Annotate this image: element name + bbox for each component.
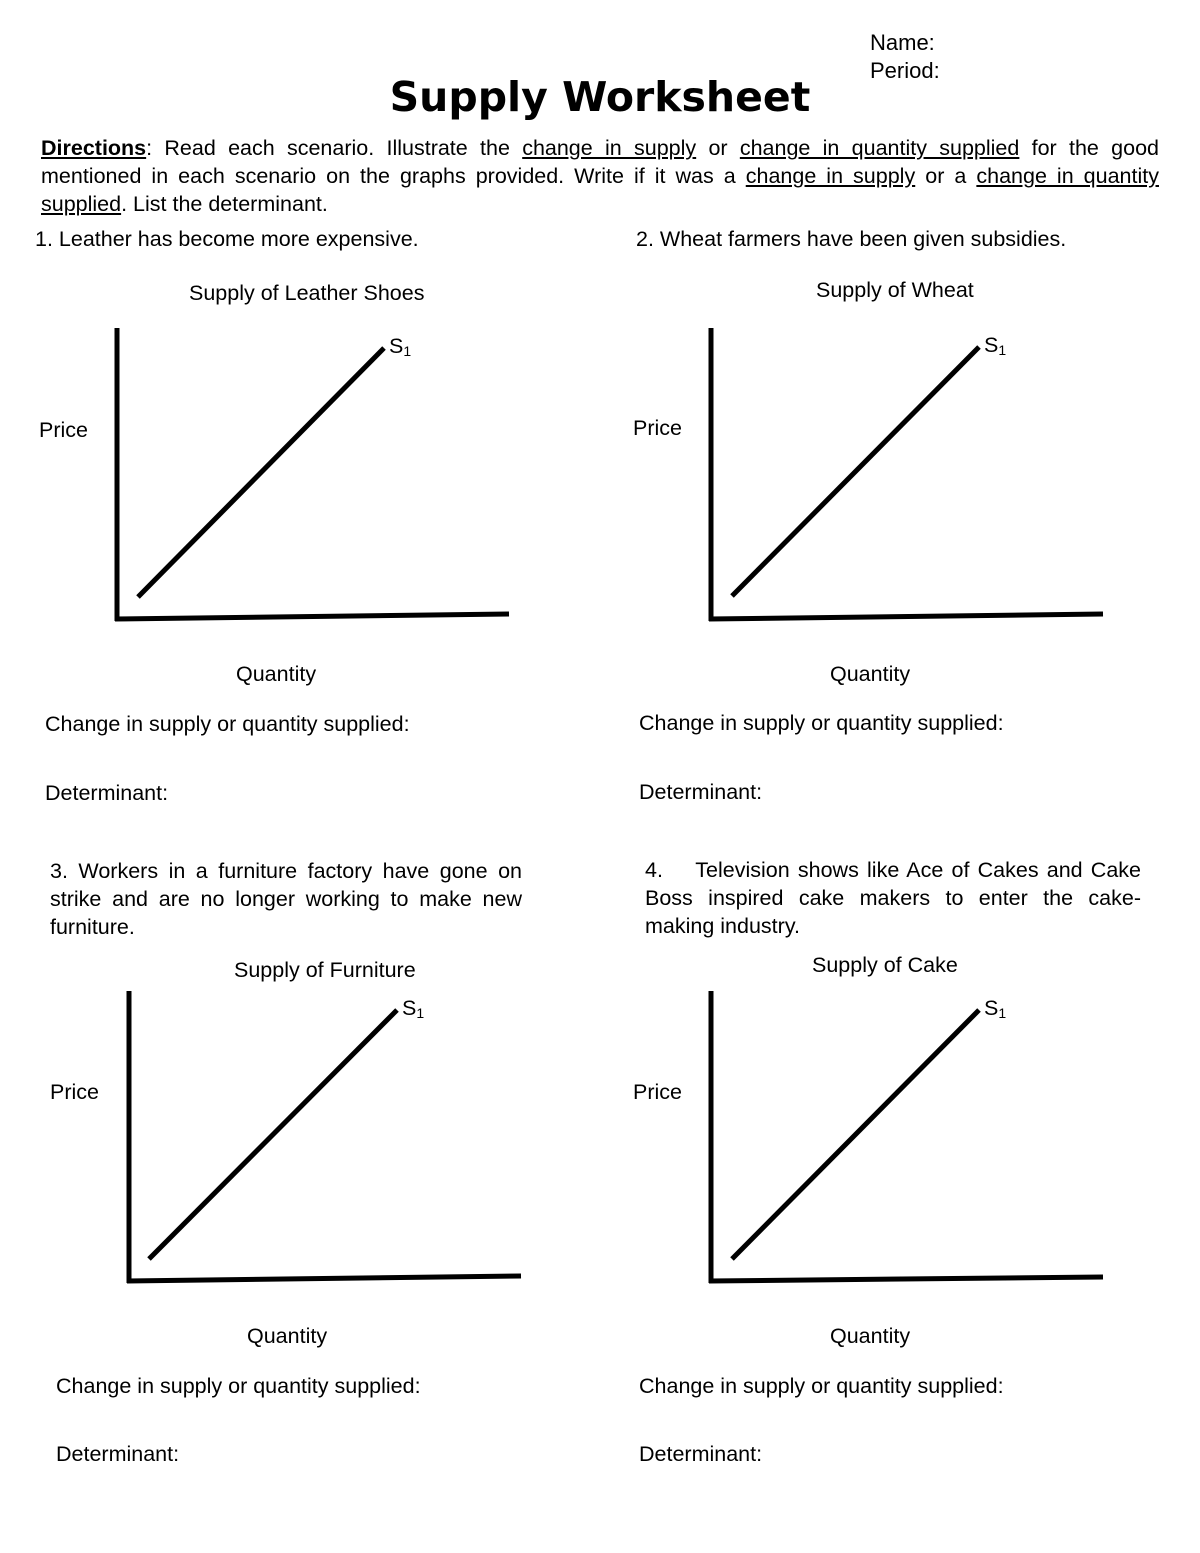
directions-text-1: : Read each scenario. Illustrate the (146, 136, 523, 160)
question-4-x-axis-label: Quantity (830, 1324, 911, 1348)
question-1-y-axis-label: Price (39, 418, 88, 442)
question-4-prompt: 4. Television shows like Ace of Cakes and Cake Boss inspired cake makers to enter the cake-making industry. (645, 858, 1147, 938)
question-3-graph-title: Supply of Furniture (234, 958, 416, 982)
directions-term-change-in-quantity-supplied-2: change in quantity supplied (41, 164, 1159, 216)
question-2-prompt: 2. Wheat farmers have been given subsidies. (636, 227, 1067, 251)
name-label: Name: (870, 30, 935, 55)
question-3-supply-curve-s1 (149, 1010, 397, 1259)
question-2-x-axis-label: Quantity (830, 662, 911, 686)
directions-term-change-in-supply: change in supply (522, 136, 697, 160)
question-1-determinant-prompt: Determinant: (45, 781, 169, 805)
directions-term-change-in-quantity-supplied: change in quantity supplied (739, 136, 1020, 160)
question-4-supply-curve-s1 (732, 1010, 979, 1259)
question-2-determinant-prompt: Determinant: (639, 780, 763, 804)
period-label: Period: (870, 58, 940, 83)
question-1-x-axis-label: Quantity (236, 662, 317, 686)
directions-text-2: or (696, 136, 740, 160)
question-3-y-axis-label: Price (50, 1080, 99, 1104)
directions-text-5: . List the determinant. (121, 192, 328, 216)
directions-term-change-in-supply-2: change in supply (745, 164, 916, 188)
directions-text-4: or a (915, 164, 977, 188)
question-2-curve-label: $S_1$ (984, 333, 1007, 358)
question-3-prompt: 3. Workers in a furniture factory have gone on strike and are no longer working to make new furniture. (50, 859, 522, 939)
question-2-x-axis (709, 614, 1103, 619)
question-3-x-axis-label: Quantity (247, 1324, 328, 1348)
directions-paragraph (41, 134, 1159, 218)
question-4-y-axis-label: Price (633, 1080, 682, 1104)
question-1-supply-curve-s1 (138, 348, 384, 597)
directions-label: Directions (41, 136, 147, 160)
question-2-y-axis-label: Price (633, 416, 682, 440)
question-4-change-prompt: Change in supply or quantity supplied: (639, 1374, 1004, 1398)
question-3-x-axis (127, 1276, 521, 1281)
question-1-x-axis (115, 614, 509, 619)
question-4-curve-label: $S_1$ (984, 996, 1007, 1021)
question-1-prompt: 1. Leather has become more expensive. (35, 227, 419, 251)
question-4-x-axis (709, 1277, 1103, 1281)
question-4-graph[interactable] (0, 0, 1, 1)
question-1-change-prompt: Change in supply or quantity supplied: (45, 712, 410, 736)
question-4-graph-title: Supply of Cake (812, 953, 958, 977)
question-3-curve-label: $S_1$ (402, 996, 425, 1021)
question-3-change-prompt: Change in supply or quantity supplied: (56, 1374, 421, 1398)
page-title: Supply Worksheet (389, 73, 811, 121)
question-4-determinant-prompt: Determinant: (639, 1442, 763, 1466)
directions-text-3: for the good mentioned in each scenario on the graphs provided. Write if it was a (41, 136, 1159, 188)
question-2-supply-curve-s1 (732, 347, 979, 596)
question-1-graph-title: Supply of Leather Shoes (189, 281, 425, 305)
question-3-determinant-prompt: Determinant: (56, 1442, 180, 1466)
question-2-graph-title: Supply of Wheat (816, 278, 974, 302)
question-2-change-prompt: Change in supply or quantity supplied: (639, 711, 1004, 735)
question-1-curve-label: $S_1$ (389, 334, 412, 359)
